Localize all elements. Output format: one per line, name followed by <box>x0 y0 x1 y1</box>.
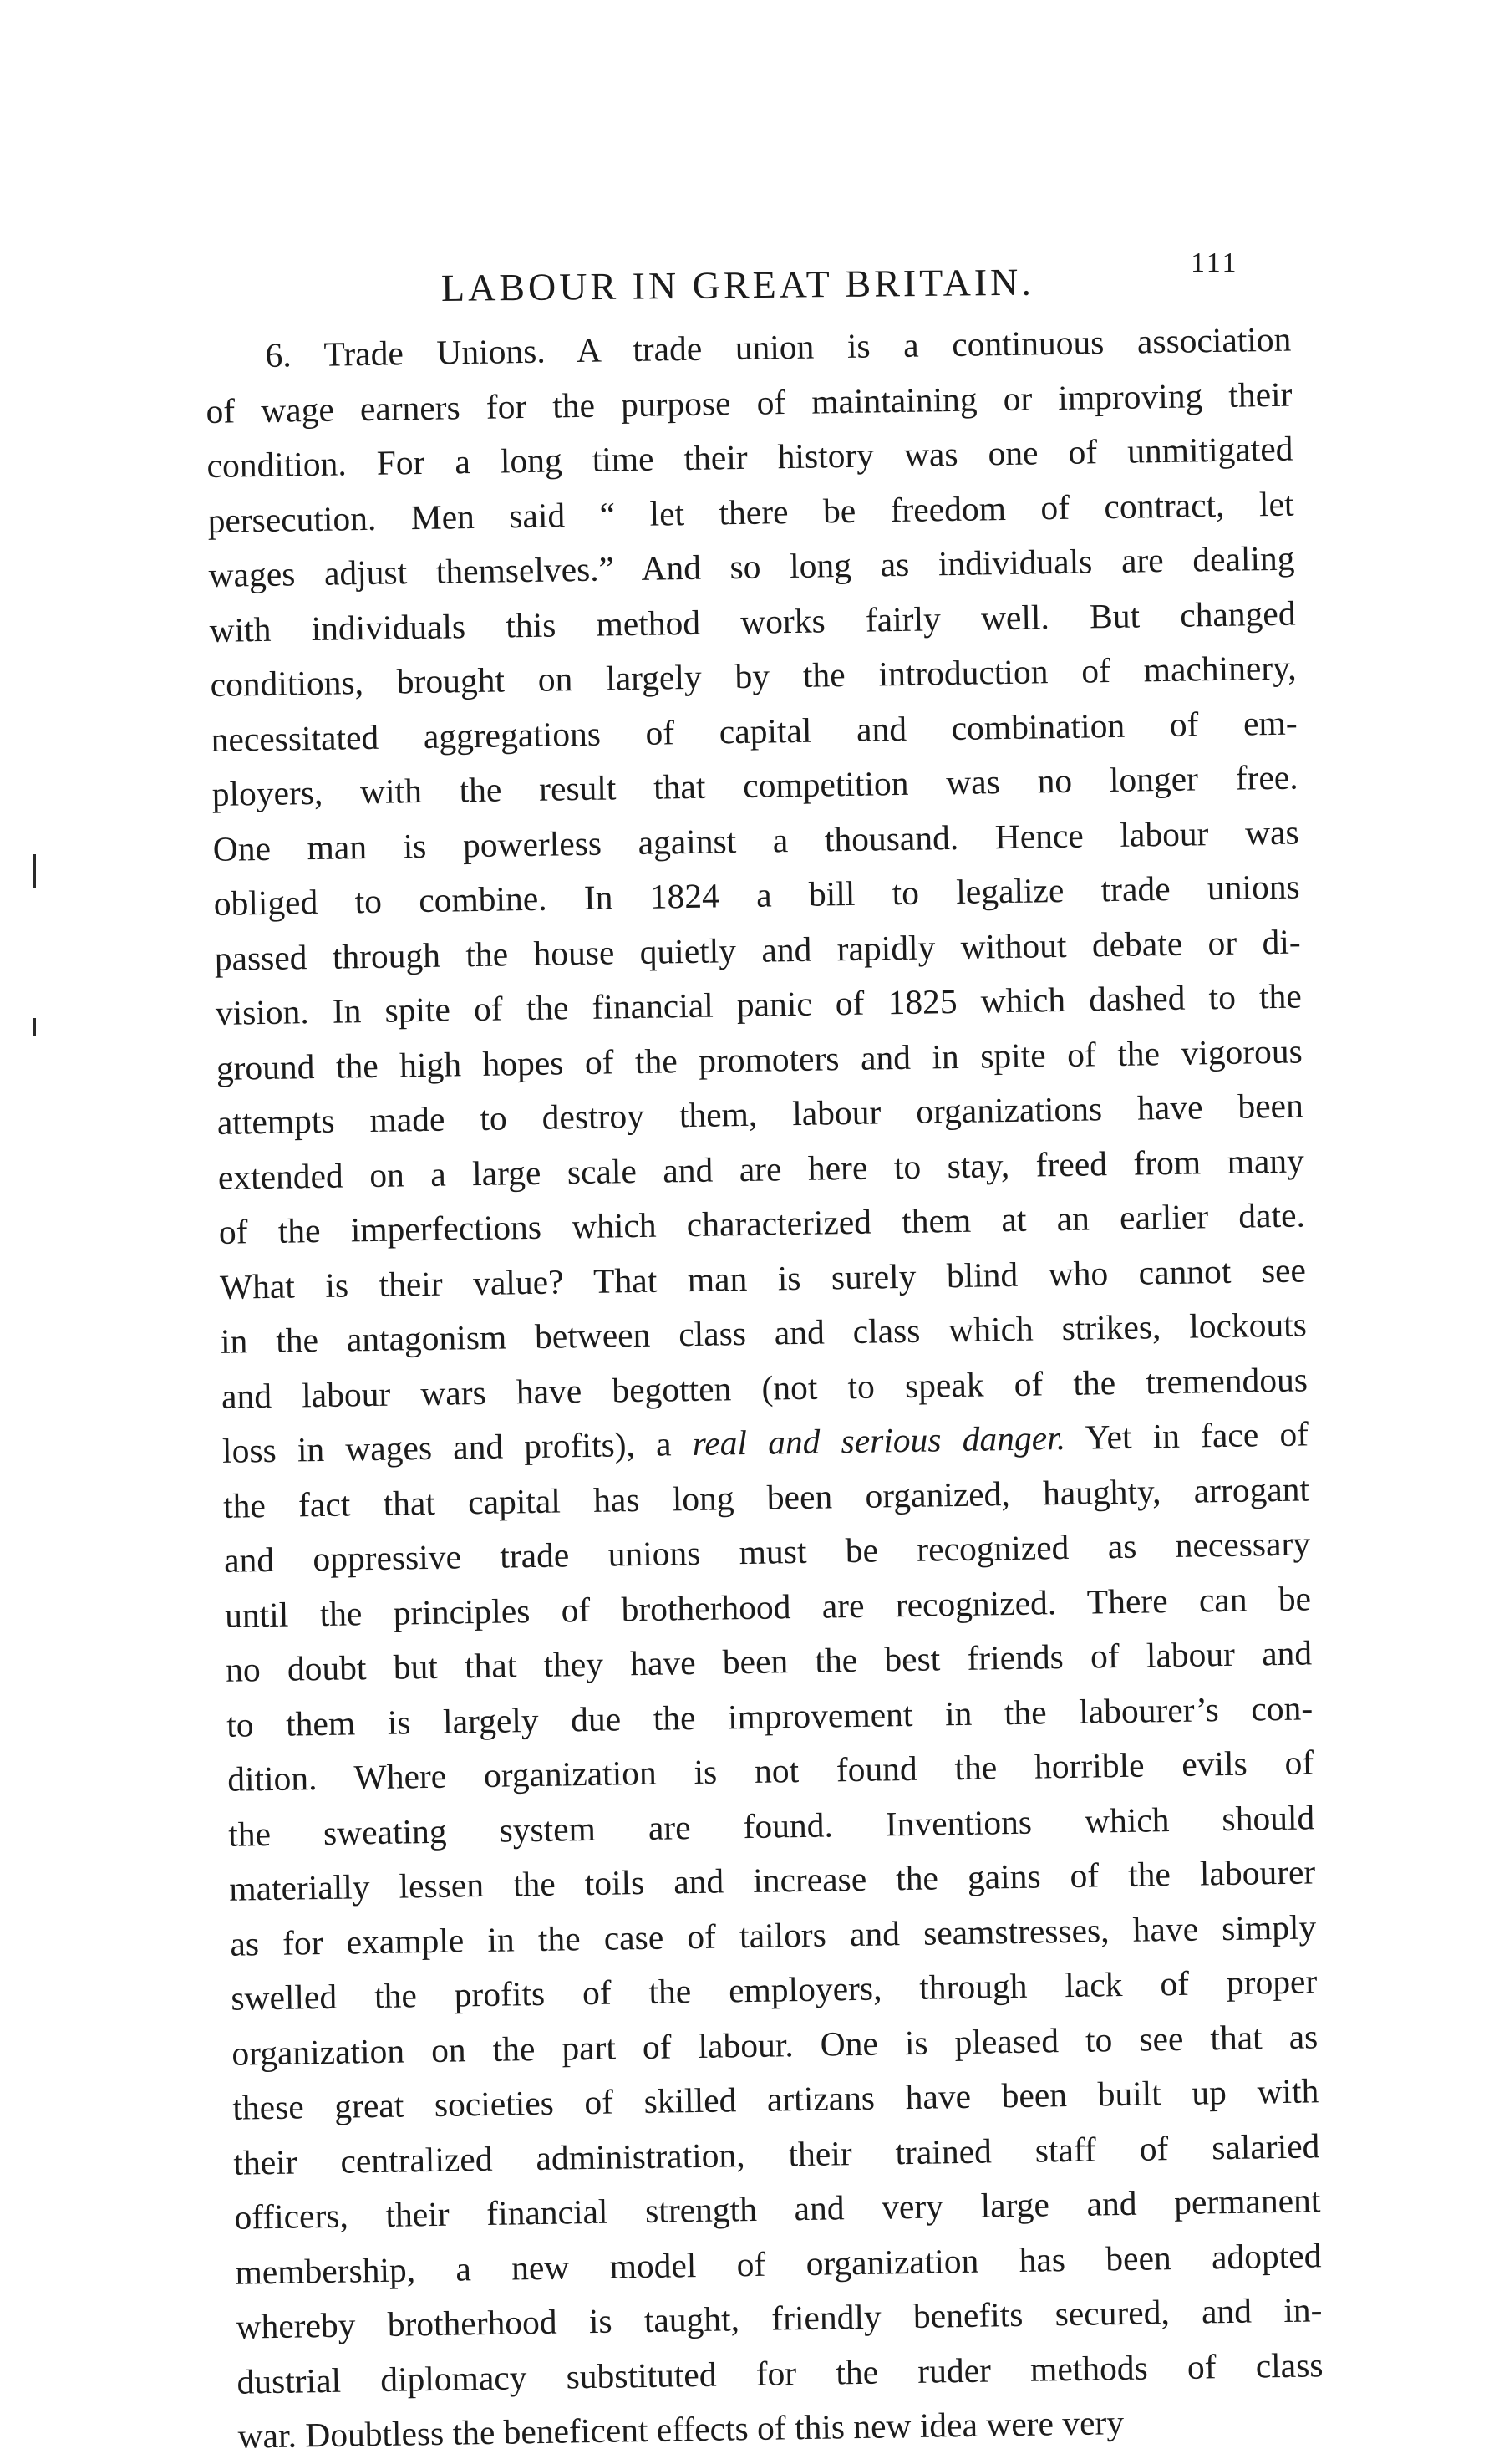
text-line: of wage earners for the purpose of maintaining or improving their <box>206 374 1293 430</box>
text-run: loss in wages and profits), a <box>221 1423 694 1470</box>
margin-mark <box>33 1018 36 1036</box>
text-line: materially lessen the toils and increase the gains of the labourer <box>228 1852 1316 1908</box>
text-line: swelled the profits of the employers, through lack of proper <box>231 1962 1318 2018</box>
text-line: the fact that capital has long been organized, haughty, arrogant <box>222 1469 1310 1525</box>
text-line: vision. In spite of the financial panic of 1825 which dashed to the <box>215 976 1303 1032</box>
text-line: organization on the part of labour. One is pleased to see that as <box>231 2016 1319 2073</box>
text-line: conditions, brought on largely by the introduction of machinery, <box>210 648 1297 704</box>
text-line: of the imperfections which characterized them at an earlier date. <box>218 1195 1306 1251</box>
text-line: ployers, with the result that competition was no longer free. <box>211 757 1298 813</box>
text-line: persecution. Men said “ let there be freedom of contract, let <box>207 484 1294 540</box>
text-line: condition. For a long time their history was one of unmitigated <box>206 429 1293 485</box>
text-line: in the antagonism between class and class which strikes, lockouts <box>220 1305 1308 1361</box>
text-line: their centralized administration, their trained staff of salaried <box>233 2125 1320 2182</box>
page-number: 111 <box>1191 247 1239 278</box>
text-line: What is their value? That man is surely blind who cannot see <box>219 1250 1307 1306</box>
running-title: LABOUR IN GREAT BRITAIN. <box>440 260 1035 309</box>
text-run: Yet in face of <box>1065 1414 1309 1457</box>
text-line: to them is largely due the improvement in the labourer’s con- <box>226 1688 1314 1744</box>
text-line: officers, their financial strength and very large and permanent <box>234 2181 1321 2237</box>
text-line: membership, a new model of organization has been adopted <box>235 2235 1322 2292</box>
text-line: One man is powerless against a thousand. Hence labour was <box>212 812 1299 868</box>
text-line: wages adjust themselves.” And so long as individuals are dealing <box>208 538 1295 594</box>
text-line: necessitated aggregations of capital and combination of em- <box>211 703 1298 759</box>
text-line: and oppressive trade unions must be recognized as necessary <box>223 1524 1311 1580</box>
text-line: these great societies of skilled artizans have been built up with <box>232 2071 1319 2127</box>
text-line: as for example in the case of tailors and seamstresses, have simply <box>229 1907 1317 1963</box>
text-line: the sweating system are found. Inventions which should <box>227 1797 1315 1854</box>
text-line: no doubt but that they have been the best friends of labour and <box>225 1633 1313 1689</box>
text-line: obliged to combine. In 1824 a bill to legalize trade unions <box>213 867 1300 923</box>
emphasis-text: real and serious danger. <box>692 1418 1066 1463</box>
text-line: war. Doubtless the beneficent effects of this new idea were very <box>237 2403 1125 2456</box>
margin-mark <box>33 854 36 888</box>
text-line: extended on a large scale and are here to stay, freed from many <box>217 1140 1305 1197</box>
text-line: with individuals this method works fairly well. But changed <box>209 593 1296 649</box>
text-line: ground the high hopes of the promoters and in spite of the vigorous <box>216 1031 1303 1087</box>
text-line: 6. Trade Unions. A trade union is a continuous association <box>265 319 1292 374</box>
text-line: until the principles of brotherhood are recognized. There can be <box>224 1578 1312 1635</box>
text-line: dustrial diplomacy substituted for the ruder methods of class <box>236 2344 1324 2401</box>
text-line: and labour wars have begotten (not to speak of the tremendous <box>221 1359 1309 1416</box>
text-line: attempts made to destroy them, labour organizations have been <box>216 1086 1304 1142</box>
text-line: dition. Where organization is not found the horrible evils of <box>226 1743 1314 1799</box>
body-paragraph <box>205 313 1324 2464</box>
text-line: whereby brotherhood is taught, friendly benefits secured, and in- <box>236 2290 1323 2346</box>
text-line: passed through the house quietly and rapidly without debate or di- <box>214 921 1302 978</box>
